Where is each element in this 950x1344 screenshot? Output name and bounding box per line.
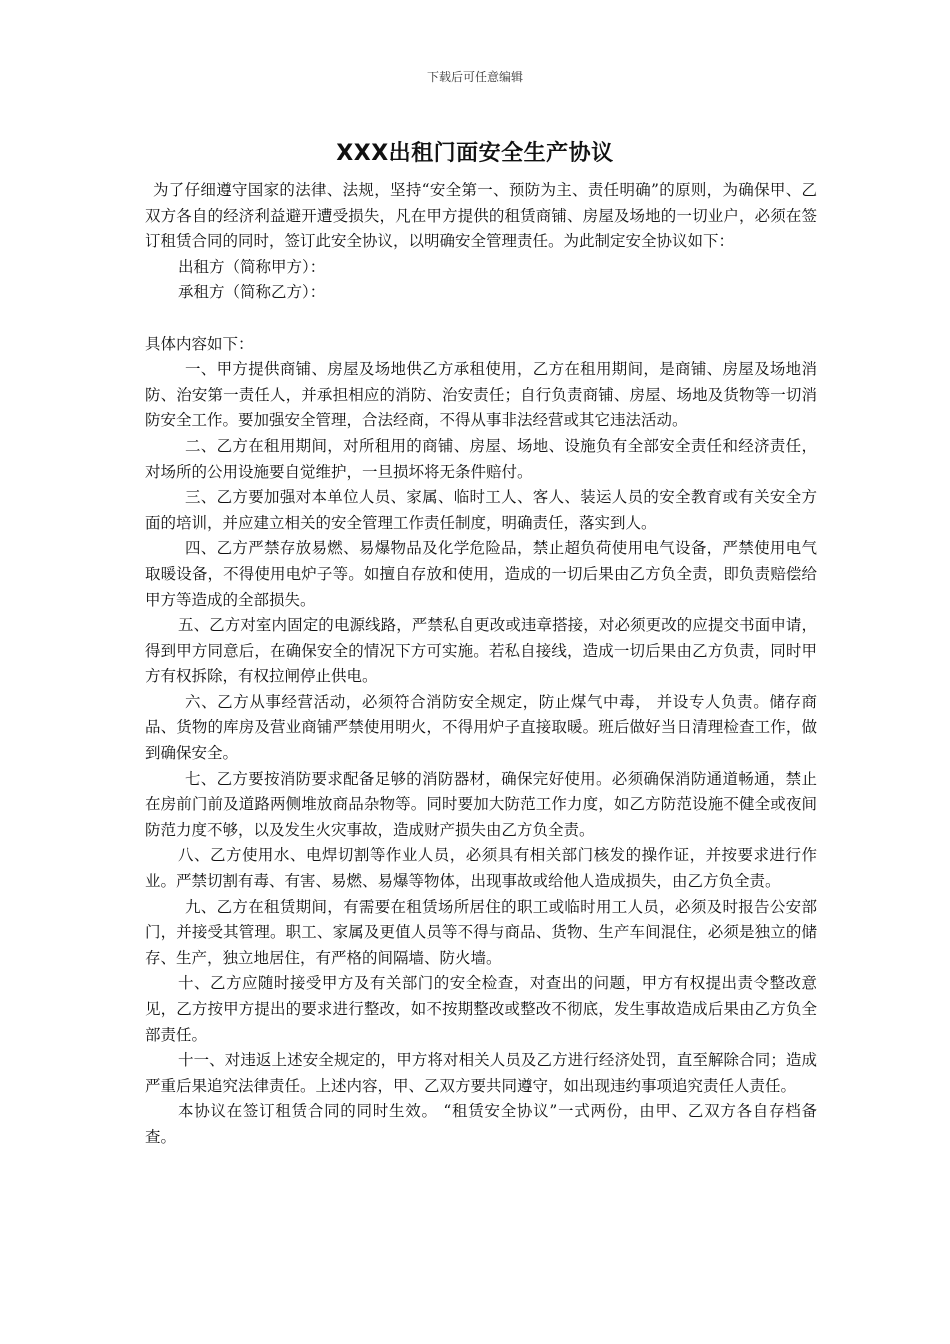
intro-paragraph: 为了仔细遵守国家的法律、法规，坚持“安全第一、预防为主、责任明确”的原则，为确保甲、乙双方各自的经济利益避开遭受损失，凡在甲方提供的租赁商铺、房屋及场地的一切业户，必须在签订租赁合同的同时，签订此安全协议，以明确安全管理责任。为此制定安全协议如下： <box>145 181 817 251</box>
blank-line <box>145 306 817 332</box>
document-title: XXX出租门面安全生产协议 <box>336 141 614 166</box>
clause-paragraph: 七、乙方要按消防要求配备足够的消防器材，确保完好使用。必须确保消防通道畅通，禁止在房前门前及道路两侧堆放商品杂物等。同时要加大防范工作力度，如乙方防范设施不健全或夜间防范力度不够，以及发生火灾事故，造成财产损失由乙方负全责。 <box>145 769 817 839</box>
document-body <box>145 178 817 1151</box>
clause-paragraph: 六、乙方从事经营活动，必须符合消防安全规定，防止煤气中毒， 并设专人负责。储存商品、货物的库房及营业商铺严禁使用明火，不得用炉子直接取暖。班后做好当日清理检查工作，做到确保安全。 <box>145 692 817 763</box>
clause-paragraph: 十、乙方应随时接受甲方及有关部门的安全检查，对查出的问题，甲方有权提出责令整改意见，乙方按甲方提出的要求进行整改，如不按期整改或整改不彻底，发生事故造成后果由乙方负全部责任。 <box>145 974 817 1044</box>
clause-paragraph: 九、乙方在租赁期间，有需要在租赁场所居住的职工或临时用工人员，必须及时报告公安部门，并接受其管理。职工、家属及更值人员等不得与商品、货物、生产车间混住，必须是独立的储存、生产，独立地居住，有严格的间隔墙、防火墙。 <box>145 897 817 967</box>
header-note: 下载后可任意编辑 <box>426 70 523 84</box>
lessee-line: 承租方（简称乙方）： <box>178 283 326 302</box>
clause-paragraph: 五、乙方对室内固定的电源线路，严禁私自更改或违章搭接，对必须更改的应提交书面申请，得到甲方同意后，在确保安全的情况下方可实施。若私自接线，造成一切后果由乙方负责，同时甲方有权拆除，有权拉闸停止供电。 <box>145 616 817 686</box>
content-heading: 具体内容如下： <box>145 334 254 353</box>
clause-paragraph: 三、乙方要加强对本单位人员、家属、临时工人、客人、装运人员的安全教育或有关安全方面的培训，并应建立相关的安全管理工作责任制度，明确责任，落实到人。 <box>145 488 817 532</box>
clause-paragraph: 八、乙方使用水、电焊切割等作业人员，必须具有相关部门核发的操作证，并按要求进行作业。严禁切割有毒、有害、易燃、易爆等物体，出现事故或给他人造成损失，由乙方负全责。 <box>145 846 817 891</box>
lessor-line: 出租方（简称甲方）： <box>178 257 326 276</box>
clause-paragraph: 十一、对违返上述安全规定的，甲方将对相关人员及乙方进行经济处罚，直至解除合同；造成严重后果追究法律责任。上述内容，甲、乙双方要共同遵守，如出现违约事项追究责任人责任。 <box>145 1051 817 1095</box>
closing-paragraph: 本协议在签订租赁合同的同时生效。 “租赁安全协议”一式两份，由甲、乙双方各自存档备查。 <box>145 1102 817 1146</box>
clause-paragraph: 四、乙方严禁存放易燃、易爆物品及化学危险品，禁止超负荷使用电气设备，严禁使用电气取暖设备，不得使用电炉子等。如擅自存放和使用，造成的一切后果由乙方负全责，即负责赔偿给甲方等造成的全部损失。 <box>145 539 817 609</box>
clause-paragraph: 二、乙方在租用期间，对所租用的商铺、房屋、场地、设施负有全部安全责任和经济责任，对场所的公用设施要自觉维护，一旦损坏将无条件赔付。 <box>145 436 817 481</box>
clause-paragraph: 一、甲方提供商铺、房屋及场地供乙方承租使用，乙方在租用期间，是商铺、房屋及场地消防、治安第一责任人，并承担相应的消防、治安责任；自行负责商铺、房屋、场地及货物等一切消防安全工作。要加强安全管理，合法经商，不得从事非法经营或其它违法活动。 <box>145 360 817 430</box>
